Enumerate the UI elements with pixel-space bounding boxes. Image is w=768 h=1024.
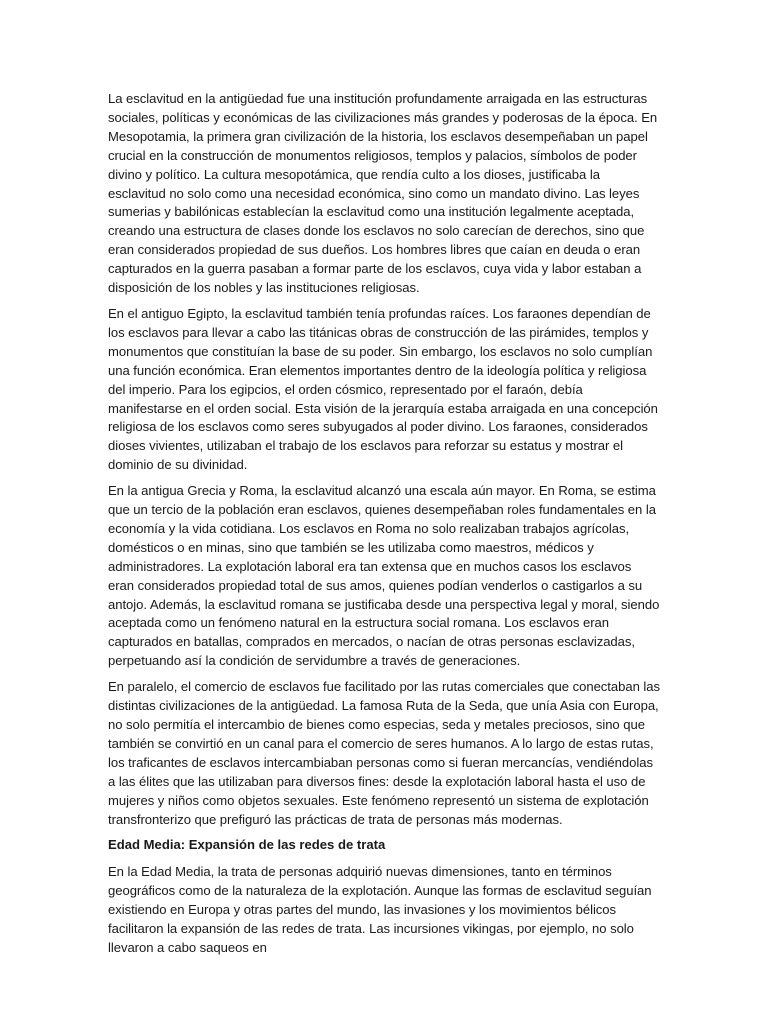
section-heading-middle-ages: Edad Media: Expansión de las redes de trata — [108, 837, 386, 853]
paragraph-greece-rome: En la antigua Grecia y Roma, la esclavitud alcanzó una escala aún mayor. En Roma, se estima que un tercio de la población eran esclavos, quienes desempeñaban roles fundamentales en la economía y la vida cotidiana. Los esclavos en Roma no solo realizaban trabajos agrícolas, domésticos o en minas, sino que también se les utilizaba como maestros, médicos y administradores. La explotación laboral era tan extensa que en muchos casos los esclavos eran considerados propiedad total de sus amos, quienes podían venderlos o castigarlos a su antojo. Además, la esclavitud romana se justificaba desde una perspectiva legal y moral, siendo aceptada como un fenómeno natural en la estructura social romana. Los esclavos eran capturados en batallas, comprados en mercados, o nacían de otras personas esclavizadas, perpetuando así la condición de servidumbre a través de generaciones. — [108, 483, 660, 669]
paragraph-egypt: En el antiguo Egipto, la esclavitud también tenía profundas raíces. Los faraones dependían de los esclavos para llevar a cabo las titánicas obras de construcción de las pirámides, templos y monumentos que constituían la base de su poder. Sin embargo, los esclavos no solo cumplían una función económica. Eran elementos importantes dentro de la ideología política y religiosa del imperio. Para los egipcios, el orden cósmico, representado por el faraón, debía manifestarse en el orden social. Esta visión de la jerarquía estaba arraigada en una concepción religiosa de los esclavos como seres subyugados al poder divino. Los faraones, considerados dioses vivientes, utilizaban el trabajo de los esclavos para reforzar su estatus y mostrar el dominio de su divinidad. — [108, 305, 658, 473]
paragraph-mesopotamia: La esclavitud en la antigüedad fue una institución profundamente arraigada en las estructuras sociales, políticas y económicas de las civilizaciones más grandes y poderosas de la época. En Mesopotamia, la primera gran civilización de la historia, los esclavos desempeñaban un papel crucial en la construcción de monumentos religiosos, templos y palacios, símbolos de poder divino y político. La cultura mesopotámica, que rendía culto a los dioses, justificaba la esclavitud no solo como una necesidad económica, sino como un mandato divino. Las leyes sumerias y babilónicas establecían la esclavitud como una institución legalmente aceptada, creando una estructura de clases donde los esclavos no solo carecían de derechos, sino que eran considerados propiedad de sus dueños. Los hombres libres que caían en deuda o eran capturados en la guerra pasaban a formar parte de los esclavos, cuya vida y labor estaban a disposición de los nobles y las instituciones religiosas. — [108, 91, 658, 296]
paragraph-middle-ages: En la Edad Media, la trata de personas adquirió nuevas dimensiones, tanto en términos geográficos como de la naturaleza de la explotación. Aunque las formas de esclavitud seguían existiendo en Europa y otras partes del mundo, las invasiones y los movimientos bélicos facilitaron la expansión de las redes de trata. Las incursiones vikingas, por ejemplo, no solo llevaron a cabo saqueos en — [108, 864, 652, 955]
paragraph-trade-routes: En paralelo, el comercio de esclavos fue facilitado por las rutas comerciales que conectaban las distintas civilizaciones de la antigüedad. La famosa Ruta de la Seda, que unía Asia con Europa, no solo permitía el intercambio de bienes como especias, seda y metales preciosos, sino que también se convirtió en un canal para el comercio de seres humanos. A lo largo de estas rutas, los traficantes de esclavos intercambiaban personas como si fueran mercancías, vendiéndolas a las élites que las utilizaban para diversos fines: desde la explotación laboral hasta el uso de mujeres y niños como objetos sexuales. Este fenómeno representó un sistema de explotación transfronterizo que prefiguró las prácticas de trata de personas más modernas. — [108, 679, 660, 827]
